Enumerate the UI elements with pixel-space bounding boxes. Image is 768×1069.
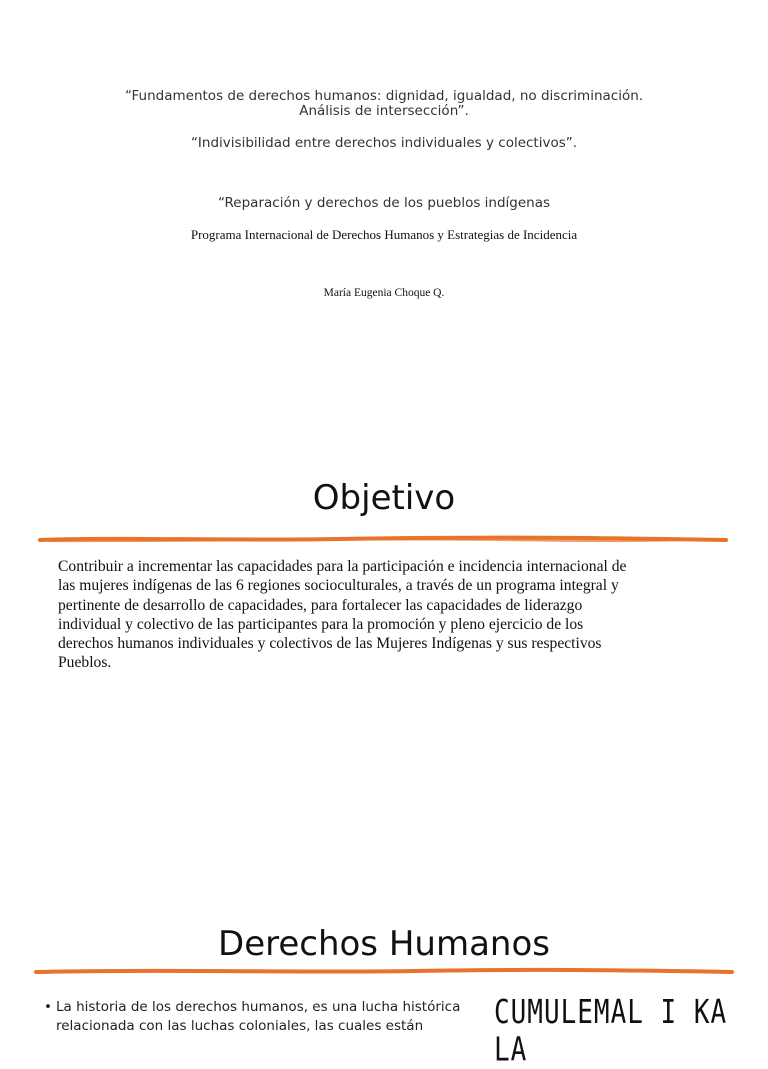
slide-heading: Objetivo [312, 478, 456, 518]
slide-objetivo [0, 440, 768, 920]
objective-paragraph [58, 557, 626, 673]
slide-heading: Derechos Humanos [218, 924, 550, 964]
orange-brush-divider [38, 533, 728, 545]
bullet-dot: • [44, 999, 52, 1015]
paragraph-line: Contribuir a incrementar las capacidades para la participación e incidencia internacional de [58, 558, 627, 575]
author-name: María Eugenia Choque Q. [323, 287, 445, 299]
program-name: Programa Internacional de Derechos Humanos y Estrategias de Incidencia [190, 227, 578, 242]
slide-title-page [0, 0, 768, 440]
slide-derechos-humanos [0, 920, 768, 1069]
paragraph-line: derechos humanos individuales y colectivos de las Mujeres Indígenas y sus respectivos [58, 635, 602, 653]
title-line-2: Análisis de intersección”. [299, 103, 469, 119]
title-line-3: “Indivisibilidad entre derechos individuales y colectivos”. [190, 135, 578, 151]
bullet-list-item [56, 998, 460, 1036]
title-line-4: “Reparación y derechos de los pueblos indígenas [217, 195, 551, 211]
paragraph-line: individual y colectivo de las participantes para la promoción y pleno ejercicio de los [58, 615, 584, 633]
orange-brush-divider [34, 966, 734, 976]
bullet-line: relacionada con las luchas coloniales, las cuales están [56, 1018, 424, 1034]
paragraph-line: las mujeres indígenas de las 6 regiones socioculturales, a través de un programa integral y [58, 577, 619, 595]
handwritten-illustration-text: CUMULEMAL I KA LA [494, 994, 728, 1069]
bullet-line: La historia de los derechos humanos, es una lucha histórica [56, 999, 461, 1015]
paragraph-line: Pueblos. [58, 654, 112, 672]
title-line-1: “Fundamentos de derechos humanos: dignidad, igualdad, no discriminación. [124, 88, 644, 104]
paragraph-line: pertinente de desarrollo de capacidades, para fortalecer las capacidades de liderazgo [58, 596, 583, 614]
